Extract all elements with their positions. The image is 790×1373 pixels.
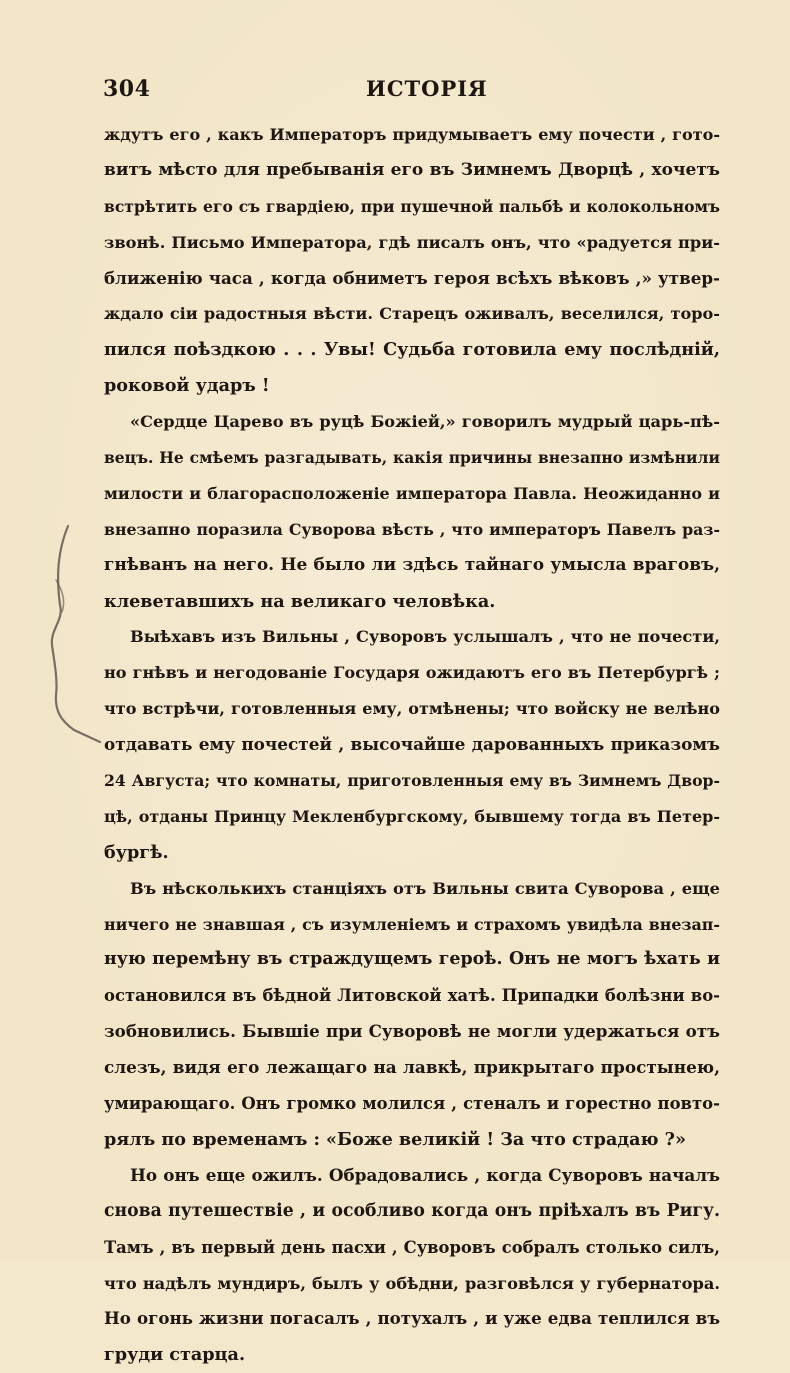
text-line: «Сердце Царево въ руцѣ Божіей,» говорилъ мудрый царь-пѣ- — [130, 412, 720, 432]
text-line: звонѣ. Письмо Императора, гдѣ писалъ онъ, что «радуется при- — [104, 232, 720, 252]
text-line: витъ мѣсто для пребыванія его въ Зимнемъ Дворцѣ , хочетъ — [104, 159, 720, 180]
text-line: гнѣванъ на него. Не было ли здѣсь тайнаго умысла враговъ, — [104, 554, 720, 575]
text-line: клеветавшихъ на великаго человѣка. — [104, 590, 496, 612]
text-line: Въ нѣсколькихъ станціяхъ отъ Вильны свита Суворова , еще — [130, 878, 720, 898]
text-line: ную перемѣну въ страждущемъ героѣ. Онъ не могъ ѣхать и — [104, 949, 720, 970]
text-line: груди старца. — [104, 1344, 246, 1366]
text-line: умирающаго. Онъ громко молился , стеналъ и горестно повто- — [104, 1094, 720, 1114]
text-line: зобновились. Бывшіе при Суворовѣ не могли удержаться отъ — [104, 1021, 720, 1042]
text-line: внезапно поразила Суворова вѣсть , что императоръ Павелъ раз- — [104, 519, 720, 539]
text-line: Но огонь жизни погасалъ , потухалъ , и уже едва теплился въ — [104, 1308, 720, 1329]
text-line: Тамъ , въ первый день пасхи , Суворовъ собралъ столько силъ, — [104, 1237, 720, 1257]
text-line: Выѣхавъ изъ Вильны , Суворовъ услышалъ , что не почести, — [130, 627, 720, 647]
body-text — [104, 117, 720, 1373]
text-line: остановился въ бѣдной Литовской хатѣ. Припадки болѣзни во- — [104, 986, 720, 1006]
text-line: роковой ударъ ! — [104, 375, 270, 397]
pencil-bracket-stroke — [52, 526, 100, 742]
text-line: рялъ по временамъ : «Боже великій ! За что страдаю ?» — [104, 1128, 686, 1150]
text-line: ждутъ его , какъ Императоръ придумываетъ ему почести , гото- — [104, 125, 720, 144]
text-line: Но онъ еще ожилъ. Обрадовались , когда Суворовъ началъ — [130, 1164, 720, 1185]
text-line: вецъ. Не смѣемъ разгадывать, какія причины внезапно измѣнили — [104, 448, 720, 468]
text-line: снова путешествіе , и особливо когда онъ пріѣхалъ въ Ригу. — [104, 1200, 720, 1221]
text-line: цѣ, отданы Принцу Мекленбургскому, бывшему тогда въ Петер- — [104, 806, 720, 826]
text-line: ждало сіи радостныя вѣсти. Старецъ оживалъ, веселился, торо- — [104, 304, 720, 324]
text-line: но гнѣвъ и негодованіе Государя ожидаютъ его въ Петербургѣ ; — [104, 663, 720, 683]
text-line: милости и благорасположеніе императора Павла. Неожиданно и — [104, 483, 720, 503]
text-line: ближенію часа , когда обниметъ героя всѣхъ вѣковъ ,» утвер- — [104, 267, 720, 288]
text-line: пился поѣздкою . . . Увы! Судьба готовила ему послѣдній, — [104, 339, 720, 361]
running-title: ИСТОРІЯ — [366, 76, 488, 101]
text-line: слезъ, видя его лежащаго на лавкѣ, прикрытаго простынею, — [104, 1057, 720, 1078]
text-line: отдавать ему почестей , высочайше дарованныхъ приказомъ — [104, 734, 720, 755]
text-line: ничего не знавшая , съ изумленіемъ и страхомъ увидѣла внезап- — [104, 914, 720, 934]
text-line: бургѣ. — [104, 841, 169, 863]
text-line: встрѣтить его съ гвардіею, при пушечной пальбѣ и колокольномъ — [104, 196, 720, 216]
page-number: 304 — [103, 76, 151, 102]
text-line: что встрѣчи, готовленныя ему, отмѣнены; что войску не велѣно — [104, 699, 720, 719]
text-line: что надѣлъ мундиръ, былъ у обѣдни, разговѣлся у губернатора. — [104, 1273, 720, 1293]
text-line: 24 Августа; что комнаты, приготовленныя ему въ Зимнемъ Двор- — [104, 771, 720, 791]
